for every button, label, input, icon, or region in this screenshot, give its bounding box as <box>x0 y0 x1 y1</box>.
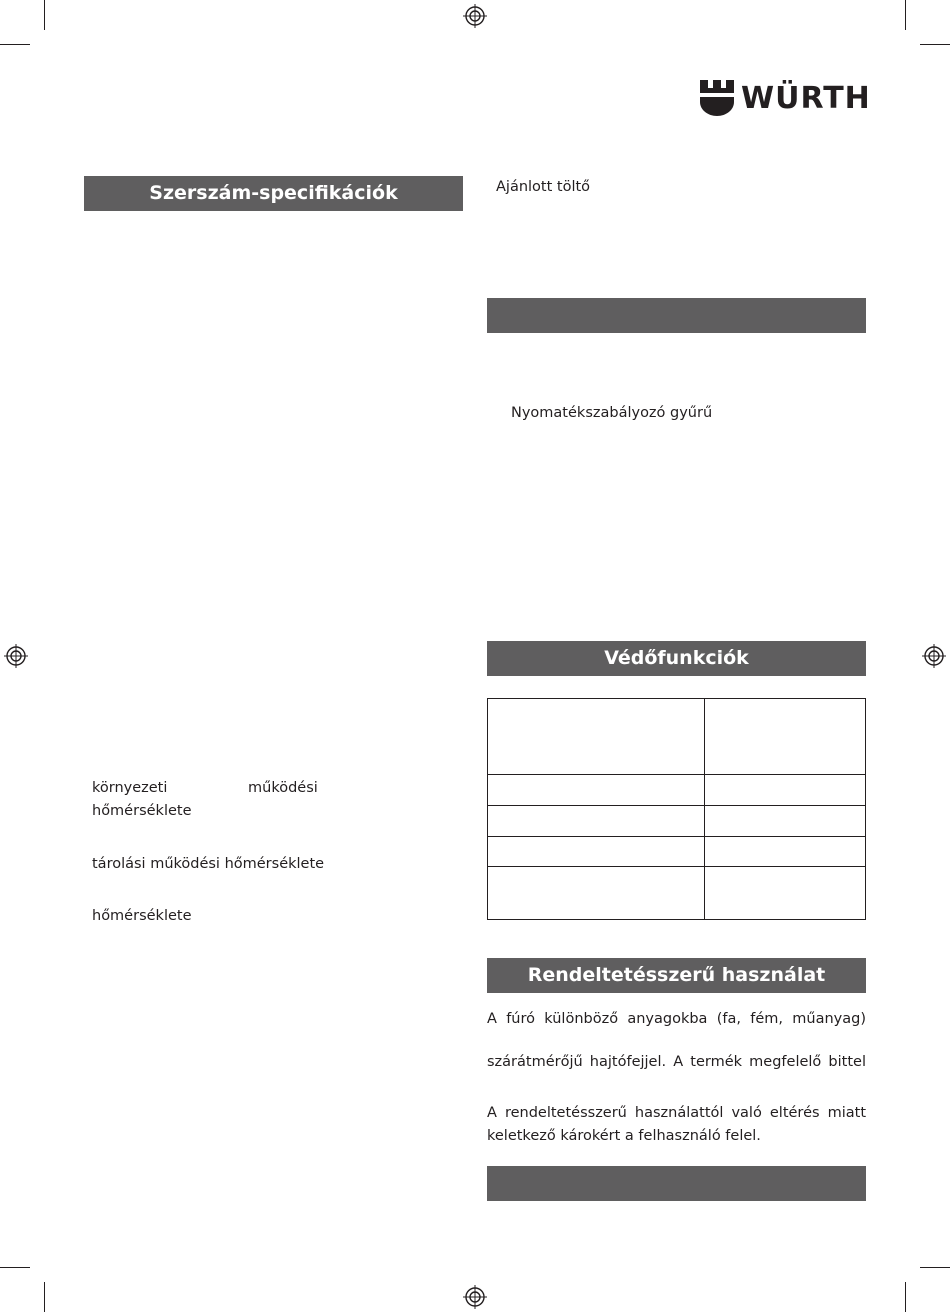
crop-mark <box>0 44 30 45</box>
intended-use-paragraph: A rendeltetésszerű használattól való eltérés miatt keletkező károkért a felhasználó felel. <box>487 1105 866 1144</box>
crop-mark <box>44 1282 45 1312</box>
intended-use-line1: A fúró különböző anyagokba (fa, fém, műanyag) <box>487 1011 866 1027</box>
table-cell <box>705 867 866 920</box>
crop-mark <box>905 1282 906 1312</box>
registration-mark-icon <box>463 4 487 28</box>
brand-wordmark: WÜRTH <box>741 81 871 116</box>
crop-mark <box>44 0 45 30</box>
table-cell <box>488 806 705 837</box>
section-bar-empty <box>487 298 866 333</box>
crop-mark <box>0 1267 30 1268</box>
table-row <box>488 837 866 867</box>
spec-label-temperature: hőmérséklete <box>92 908 192 924</box>
section-bar-empty <box>487 1166 866 1201</box>
spec-label-storage: tárolási működési hőmérséklete <box>92 856 325 872</box>
crop-mark <box>920 1267 950 1268</box>
table-cell <box>488 699 705 775</box>
torque-ring-label: Nyomatékszabályozó gyűrű <box>511 405 713 421</box>
section-title-intended-use: Rendeltetésszerű használat <box>487 958 866 993</box>
recommended-charger-label: Ajánlott töltő <box>496 179 591 195</box>
table-cell <box>488 837 705 867</box>
table-cell <box>705 806 866 837</box>
crop-mark <box>905 0 906 30</box>
section-title-tool-specs: Szerszám-specifikációk <box>84 176 463 211</box>
wurth-logo-icon <box>700 80 734 116</box>
spec-label-ambient-word3: hőmérséklete <box>92 803 192 819</box>
table-row <box>488 775 866 806</box>
table-cell <box>488 775 705 806</box>
spec-label-ambient-word2: működési <box>248 780 318 796</box>
registration-mark-icon <box>922 644 946 668</box>
spec-label-ambient-word1: környezeti <box>92 780 168 796</box>
table-cell <box>488 867 705 920</box>
table-row <box>488 867 866 920</box>
protection-table <box>487 698 866 920</box>
section-title-protection: Védőfunkciók <box>487 641 866 676</box>
registration-mark-icon <box>4 644 28 668</box>
table-row <box>488 806 866 837</box>
intended-use-line2: szárátmérőjű hajtófejjel. A termék megfelelő bittel <box>487 1054 866 1070</box>
table-cell <box>705 699 866 775</box>
table-cell <box>705 837 866 867</box>
crop-mark <box>920 44 950 45</box>
registration-mark-icon <box>463 1285 487 1309</box>
table-row <box>488 699 866 775</box>
table-cell <box>705 775 866 806</box>
